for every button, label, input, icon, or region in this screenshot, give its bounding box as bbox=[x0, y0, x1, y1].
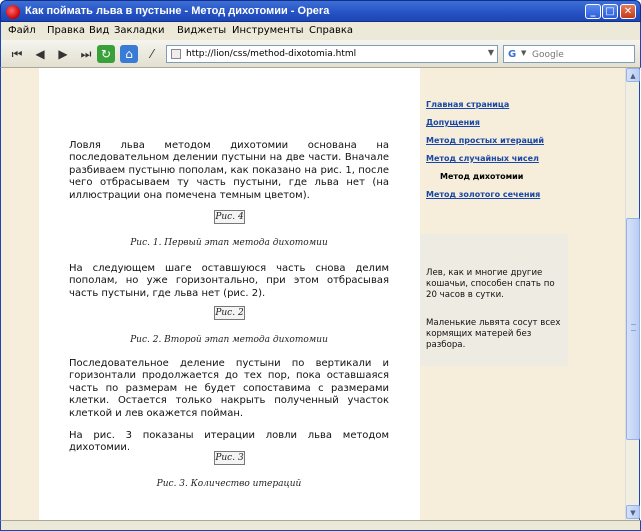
menu-widgets[interactable]: Виджеты bbox=[177, 25, 227, 36]
nav-link-simple-iterations[interactable]: Метод простых итераций bbox=[426, 136, 545, 145]
figure-3-image: Рис. 3 bbox=[215, 453, 244, 463]
scroll-up-icon[interactable]: ▲ bbox=[626, 68, 640, 82]
figure-2-caption: Рис. 2. Второй этап метода дихотомии bbox=[130, 335, 328, 345]
figure-3-caption: Рис. 3. Количество итераций bbox=[156, 479, 302, 489]
paragraph-3: Последовательное деление пустыни по вертикали и горизонтали продолжается до тех пор, пока оставшаяся часть по размерам не будет сопоставима с размерами клетки. Остается только накрыть полученный участок клеткой и лев окажется пойман. bbox=[69, 358, 389, 419]
article-column bbox=[39, 68, 420, 520]
nav-link-golden-section[interactable]: Метод золотого сечения bbox=[426, 190, 541, 199]
window-title: Как поймать льва в пустыне - Метод дихотомии - Opera bbox=[25, 5, 330, 17]
close-button[interactable]: ✕ bbox=[620, 4, 636, 19]
scrollbar-grip-icon bbox=[631, 324, 636, 331]
menu-help[interactable]: Справка bbox=[309, 25, 354, 36]
lion-fact-2: Маленькие львята сосут всех кормящих матерей без разбора. bbox=[426, 318, 561, 350]
nav-current-dichotomy: Метод дихотомии bbox=[440, 172, 524, 181]
paragraph-4: На рис. 3 показаны итерации ловли льва методом дихотомии. bbox=[69, 430, 389, 454]
search-input[interactable] bbox=[532, 48, 632, 61]
nav-link-home[interactable]: Главная страница bbox=[426, 100, 510, 109]
nav-link-assumptions[interactable]: Допущения bbox=[426, 118, 480, 127]
reload-icon[interactable]: ↻ bbox=[97, 45, 115, 63]
minimize-button[interactable]: _ bbox=[585, 4, 601, 19]
page-viewport bbox=[0, 68, 625, 520]
fast-forward-icon[interactable]: ⏭ bbox=[80, 47, 92, 61]
scroll-down-icon[interactable]: ▼ bbox=[626, 505, 640, 519]
search-engine-dropdown-icon[interactable]: ▼ bbox=[521, 49, 527, 57]
title-bar bbox=[0, 0, 641, 22]
google-icon: G bbox=[508, 49, 517, 60]
figure-1-caption: Рис. 1. Первый этап метода дихотомии bbox=[130, 238, 328, 248]
rewind-icon[interactable]: ⏮ bbox=[11, 47, 23, 61]
paragraph-2: На следующем шаге оставшуюся часть снова делим пополам, но уже горизонтально, при этом отбрасывая часть пустыни, где льва нет (рис. 2). bbox=[69, 263, 389, 299]
wand-icon[interactable]: ⁄ bbox=[150, 47, 153, 61]
forward-icon[interactable]: ▶ bbox=[58, 47, 68, 61]
opera-logo-icon bbox=[6, 5, 20, 19]
lion-fact-1: Лев, как и многие другие кошачьи, способен спать по 20 часов в сутки. bbox=[426, 268, 555, 300]
back-icon[interactable]: ◀ bbox=[35, 47, 45, 61]
menu-bar bbox=[0, 22, 641, 40]
address-dropdown-icon[interactable]: ▼ bbox=[487, 48, 494, 57]
menu-edit[interactable]: Правка bbox=[47, 25, 86, 36]
menu-tools[interactable]: Инструменты bbox=[232, 25, 304, 36]
address-url[interactable]: http://lion/css/method-dixotomia.html bbox=[186, 49, 357, 59]
home-icon[interactable]: ⌂ bbox=[120, 45, 138, 63]
menu-bookmarks[interactable]: Закладки bbox=[114, 25, 165, 36]
paragraph-1: Ловля льва методом дихотомии основана на последовательном делении пустыни на две части. Вначале разбиваем пустыню пополам, как показано на рис. 1, после чего отбрасываем ту часть пустыни, где льва нет (на иллюстрации она помечена темным цветом). bbox=[69, 140, 389, 201]
navigation-toolbar bbox=[0, 40, 641, 68]
figure-2-image: Рис. 2 bbox=[215, 308, 244, 318]
nav-link-random-numbers[interactable]: Метод случайных чисел bbox=[426, 154, 539, 163]
lion-facts-box bbox=[420, 234, 568, 366]
figure-1-image: Рис. 4 bbox=[215, 212, 244, 222]
vertical-scrollbar[interactable] bbox=[625, 68, 640, 520]
window-bottom-edge bbox=[0, 520, 641, 531]
maximize-button[interactable]: □ bbox=[602, 4, 618, 19]
menu-view[interactable]: Вид bbox=[89, 25, 110, 36]
address-bar[interactable] bbox=[166, 45, 498, 63]
search-box[interactable] bbox=[503, 45, 635, 63]
menu-file[interactable]: Файл bbox=[8, 25, 36, 36]
page-favicon-icon bbox=[171, 49, 181, 59]
scrollbar-thumb[interactable] bbox=[626, 218, 640, 440]
